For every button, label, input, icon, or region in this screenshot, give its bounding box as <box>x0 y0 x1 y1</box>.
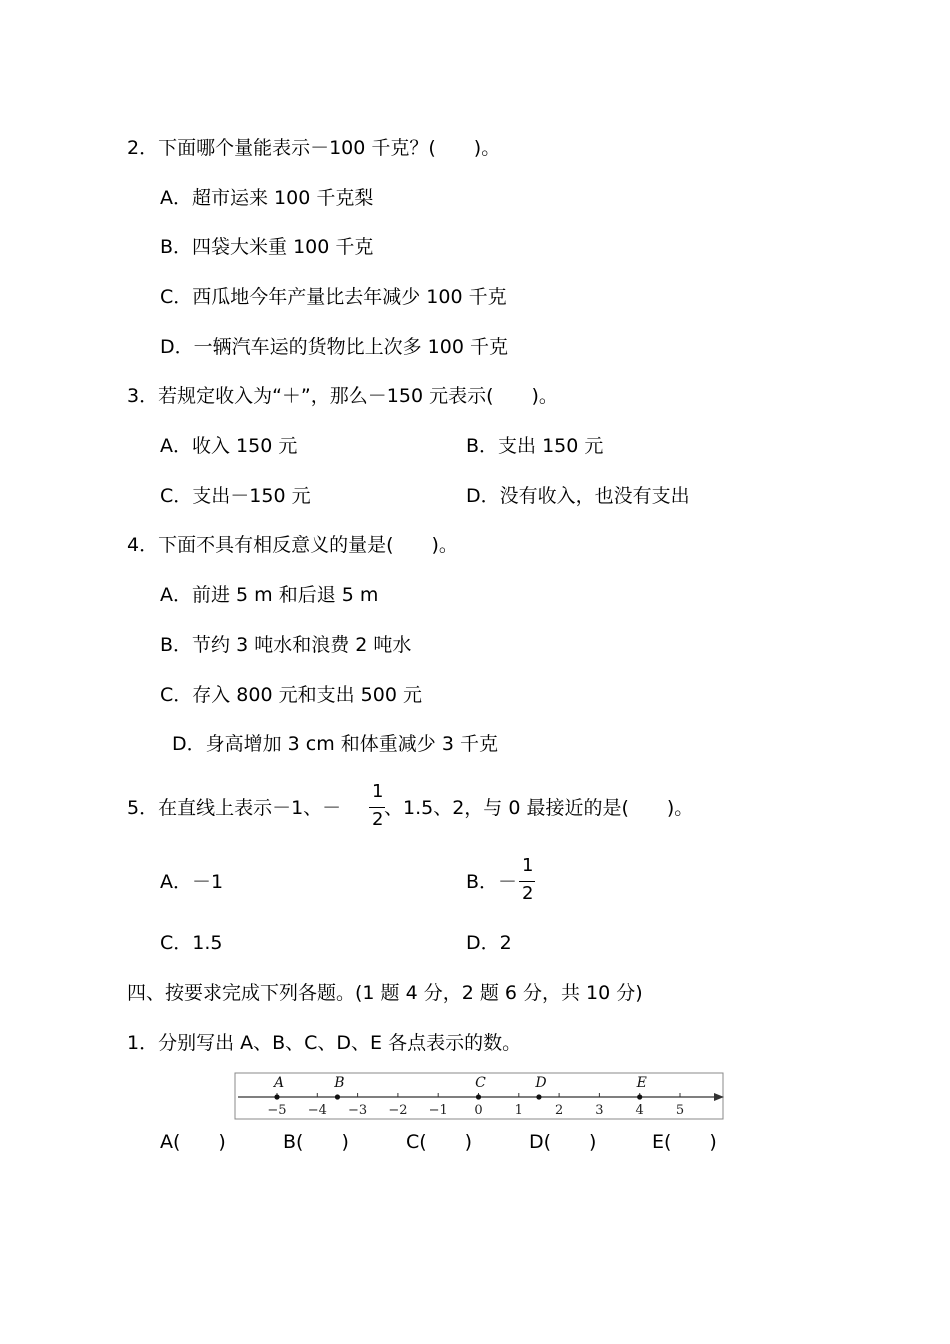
q4-option-d: D．身高增加 3 cm 和体重减少 3 千克 <box>172 733 498 755</box>
answer-blank-c[interactable]: C( ) <box>406 1131 473 1153</box>
q4-option-c: C．存入 800 元和支出 500 元 <box>160 684 422 706</box>
q5-stem-start: 5．在直线上表示－1、－ <box>127 797 342 819</box>
answer-blank-a[interactable]: A( ) <box>160 1131 226 1153</box>
number-line-point-label-d: D <box>535 1075 547 1091</box>
answer-blank-b[interactable]: B( ) <box>283 1131 349 1153</box>
answer-blank-d[interactable]: D( ) <box>529 1131 597 1153</box>
q2-option-b: B．四袋大米重 100 千克 <box>160 236 374 258</box>
q4-option-b: B．节约 3 吨水和浪费 2 吨水 <box>160 634 412 656</box>
q3-option-a: A．收入 150 元 <box>160 435 298 457</box>
number-line-tick-label: 4 <box>635 1103 644 1118</box>
number-line-tick-label: −2 <box>388 1103 408 1118</box>
number-line-point-label-e: E <box>636 1075 647 1091</box>
q5-fraction-bar <box>369 807 385 808</box>
number-line-tick-label: −4 <box>307 1103 327 1118</box>
number-line-tick-label: 0 <box>474 1103 483 1118</box>
answer-blank-e[interactable]: E( ) <box>652 1131 717 1153</box>
q3-option-c: C．支出－150 元 <box>160 485 311 507</box>
q5-fraction-denominator: 2 <box>372 809 384 830</box>
number-line-tick-label: −3 <box>348 1103 368 1118</box>
number-line-point-e <box>637 1094 642 1099</box>
q2-option-d: D．一辆汽车运的货物比上次多 100 千克 <box>160 336 508 358</box>
section4-heading: 四、按要求完成下列各题。(1 题 4 分，2 题 6 分，共 10 分) <box>127 982 643 1004</box>
q4-stem: 4．下面不具有相反意义的量是( )。 <box>127 534 458 556</box>
q5-option-a: A．－1 <box>160 871 224 893</box>
q4-option-a: A．前进 5 m 和后退 5 m <box>160 584 379 606</box>
number-line-tick-label: −1 <box>428 1103 448 1118</box>
q3-option-d: D．没有收入，也没有支出 <box>466 485 690 507</box>
number-line-point-a <box>274 1094 279 1099</box>
q5-fraction-numerator: 1 <box>372 781 384 802</box>
number-line-tick-label: 5 <box>675 1103 685 1118</box>
q5-option-b-denominator: 2 <box>522 883 534 904</box>
q2-stem: 2．下面哪个量能表示－100 千克？( )。 <box>127 137 501 159</box>
q2-option-c: C．西瓜地今年产量比去年减少 100 千克 <box>160 286 507 308</box>
number-line-point-b <box>335 1094 340 1099</box>
q2-option-a: A．超市运来 100 千克梨 <box>160 187 374 209</box>
q5-option-d: D．2 <box>466 932 512 954</box>
number-line-point-label-a: A <box>273 1075 285 1091</box>
number-line-figure <box>234 1072 726 1120</box>
number-line-tick-label: 3 <box>595 1103 604 1118</box>
q5-option-c: C．1.5 <box>160 932 223 954</box>
number-line-tick-label: 2 <box>554 1103 564 1118</box>
q5-option-b-prefix: B．－ <box>466 871 518 893</box>
number-line-point-label-b: B <box>334 1075 345 1091</box>
q5-option-b-numerator: 1 <box>522 855 534 876</box>
q5-option-b-fraction-bar <box>519 881 535 882</box>
q3-option-b: B．支出 150 元 <box>466 435 604 457</box>
number-line-tick-label: −5 <box>267 1103 287 1118</box>
number-line-tick-label: 1 <box>514 1103 523 1118</box>
q5-stem-end: 、1.5、2，与 0 最接近的是( )。 <box>384 797 694 819</box>
section4-q1-stem: 1．分别写出 A、B、C、D、E 各点表示的数。 <box>127 1032 522 1054</box>
q3-stem: 3．若规定收入为“＋”，那么－150 元表示( )。 <box>127 385 558 407</box>
number-line-point-label-c: C <box>475 1075 486 1091</box>
number-line-point-c <box>476 1094 481 1099</box>
number-line-point-d <box>536 1094 541 1099</box>
